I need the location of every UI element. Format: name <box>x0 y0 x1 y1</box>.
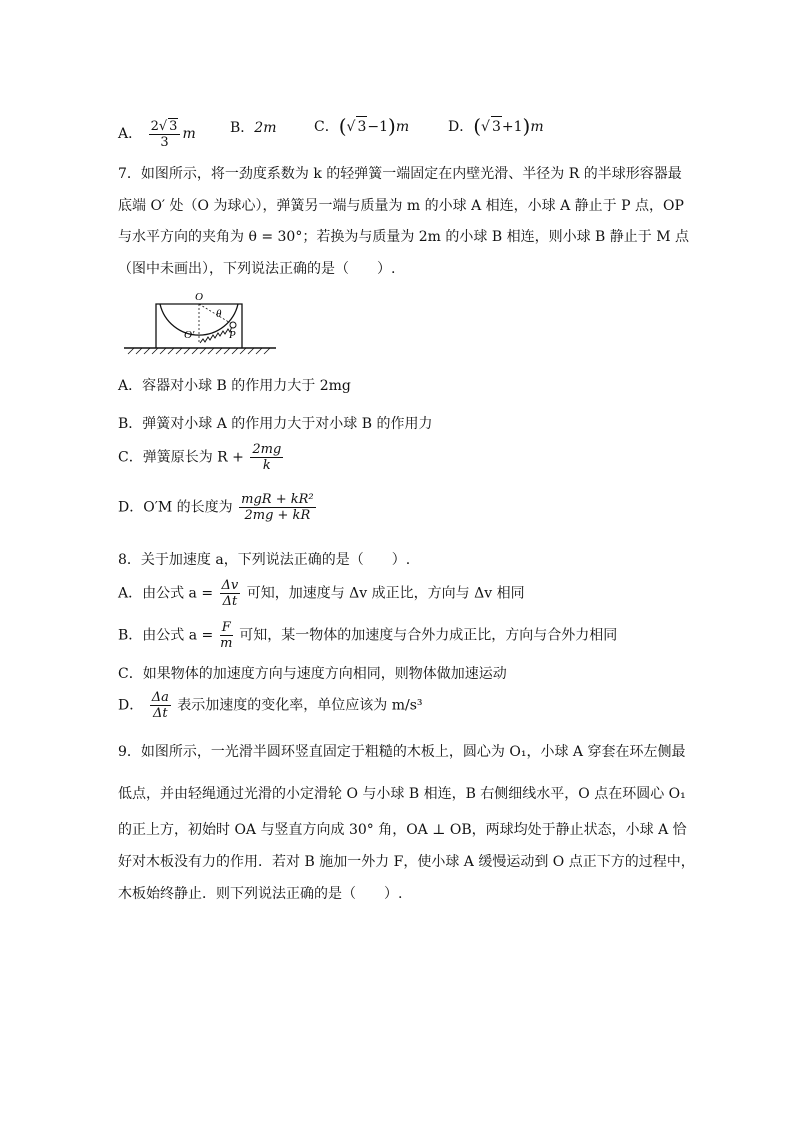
option-text: 2m <box>254 120 277 136</box>
q7-option-d <box>118 492 318 532</box>
option-text: D．O′M 的长度为 <box>118 499 233 516</box>
q6-option-a <box>118 118 196 150</box>
variable: m <box>182 126 196 142</box>
label-theta: θ <box>216 308 222 320</box>
q8-option-a <box>118 578 525 618</box>
fraction-numerator: 2 <box>150 119 159 134</box>
sqrt-radicand: 3 <box>169 119 178 134</box>
hemisphere-container-figure <box>120 290 280 360</box>
option-text: A．由公式 a = <box>118 585 214 602</box>
q6-option-d: D．(√ 3+1)m <box>448 114 544 138</box>
variable: m <box>395 119 410 135</box>
fraction-numerator: Δv <box>221 578 239 593</box>
fraction: $\frac{2√ 3}{3}$ <box>149 118 181 150</box>
option-label: D． <box>448 119 474 135</box>
q7-stem-line-4: （图中未画出），下列说法正确的是（ ）. <box>118 261 396 277</box>
q9-stem-line-4: 好对木板没有力的作用．若对 B 施加一外力 F，使小球 A 缓慢运动到 O 点正下方的过程中， <box>118 854 695 870</box>
fraction-denominator: 3 <box>160 135 169 150</box>
q7-stem-line-1: 7．如图所示，将一劲度系数为 k 的轻弹簧一端固定在内壁光滑、半径为 R 的半球形容器最 <box>118 166 682 182</box>
fraction <box>239 492 315 523</box>
q9-stem-line-2: 低点，并由轻绳通过光滑的小定滑轮 O 与小球 B 相连，B 右侧细线水平，O 点在环圆心 O₁ <box>118 786 686 802</box>
q8-option-c: C．如果物体的加速度方向与速度方向相同，则物体做加速运动 <box>118 666 507 682</box>
q6-option-c: C．(√ 3−1)m <box>314 114 410 138</box>
q8-option-b <box>118 620 617 660</box>
option-label: B． <box>230 120 255 136</box>
q8-stem: 8．关于加速度 a，下列说法正确的是（ ）. <box>118 552 411 568</box>
option-text: 可知，某一物体的加速度与合外力成正比，方向与合外力相同 <box>239 627 618 644</box>
q6-option-b <box>230 118 276 138</box>
fraction-denominator: Δt <box>152 706 168 721</box>
fraction <box>220 620 233 651</box>
option-text: −1 <box>367 119 389 135</box>
q7-option-b: B．弹簧对小球 A 的作用力大于对小球 B 的作用力 <box>118 416 433 432</box>
q7-stem-line-3: 与水平方向的夹角为 θ = 30°；若换为与质量为 2m 的小球 B 相连，则小球 B 静止于 M 点 <box>118 229 690 245</box>
option-label: A． <box>118 126 143 142</box>
option-text: 表示加速度的变化率，单位应该为 m/s³ <box>177 697 423 714</box>
label-o: O <box>195 291 203 303</box>
option-text: +1 <box>501 119 523 135</box>
fraction-numerator: F <box>221 620 231 635</box>
option-text: D． <box>118 697 144 714</box>
ground-hatching <box>128 348 270 354</box>
q7-option-c <box>118 442 285 482</box>
fraction <box>220 578 241 609</box>
sqrt-radicand: 3 <box>491 116 502 137</box>
variable: m <box>530 119 544 135</box>
fraction <box>250 442 283 473</box>
fraction-numerator: Δa <box>151 690 169 705</box>
option-label: C． <box>314 119 339 135</box>
q9-stem-line-3: 的正上方，初始时 OA 与竖直方向成 30° 角，OA ⊥ OB，两球均处于静止状态，小球 A 恰 <box>118 822 687 838</box>
fraction-denominator: k <box>262 458 271 473</box>
label-p: P <box>229 329 236 341</box>
sqrt-radicand: 3 <box>356 116 367 137</box>
option-text: C．弹簧原长为 R + <box>118 449 244 466</box>
q9-stem-line-5: 木板始终静止．则下列说法正确的是（ ）. <box>118 886 403 902</box>
q8-option-d <box>118 690 423 730</box>
label-o-prime: O′ <box>184 329 195 341</box>
fraction-denominator: m <box>220 636 233 651</box>
fraction-denominator: Δt <box>222 594 238 609</box>
fraction <box>150 690 171 721</box>
ball-a <box>230 322 236 328</box>
option-text: 可知，加速度与 Δv 成正比，方向与 Δv 相同 <box>246 585 525 602</box>
q7-stem-line-2: 底端 O′ 处（O 为球心），弹簧另一端与质量为 m 的小球 A 相连，小球 A 静止于 P 点，OP <box>118 198 684 214</box>
q9-stem-line-1: 9．如图所示，一光滑半圆环竖直固定于粗糙的木板上，圆心为 O₁，小球 A 穿套在环左侧最 <box>118 744 686 760</box>
option-text: B．由公式 a = <box>118 627 214 644</box>
fraction-numerator: 2mg <box>252 442 282 457</box>
fraction-denominator: 2mg + kR <box>244 508 311 523</box>
q7-option-a: A．容器对小球 B 的作用力大于 2mg <box>118 378 351 394</box>
fraction-numerator: mgR + kR² <box>241 492 314 507</box>
